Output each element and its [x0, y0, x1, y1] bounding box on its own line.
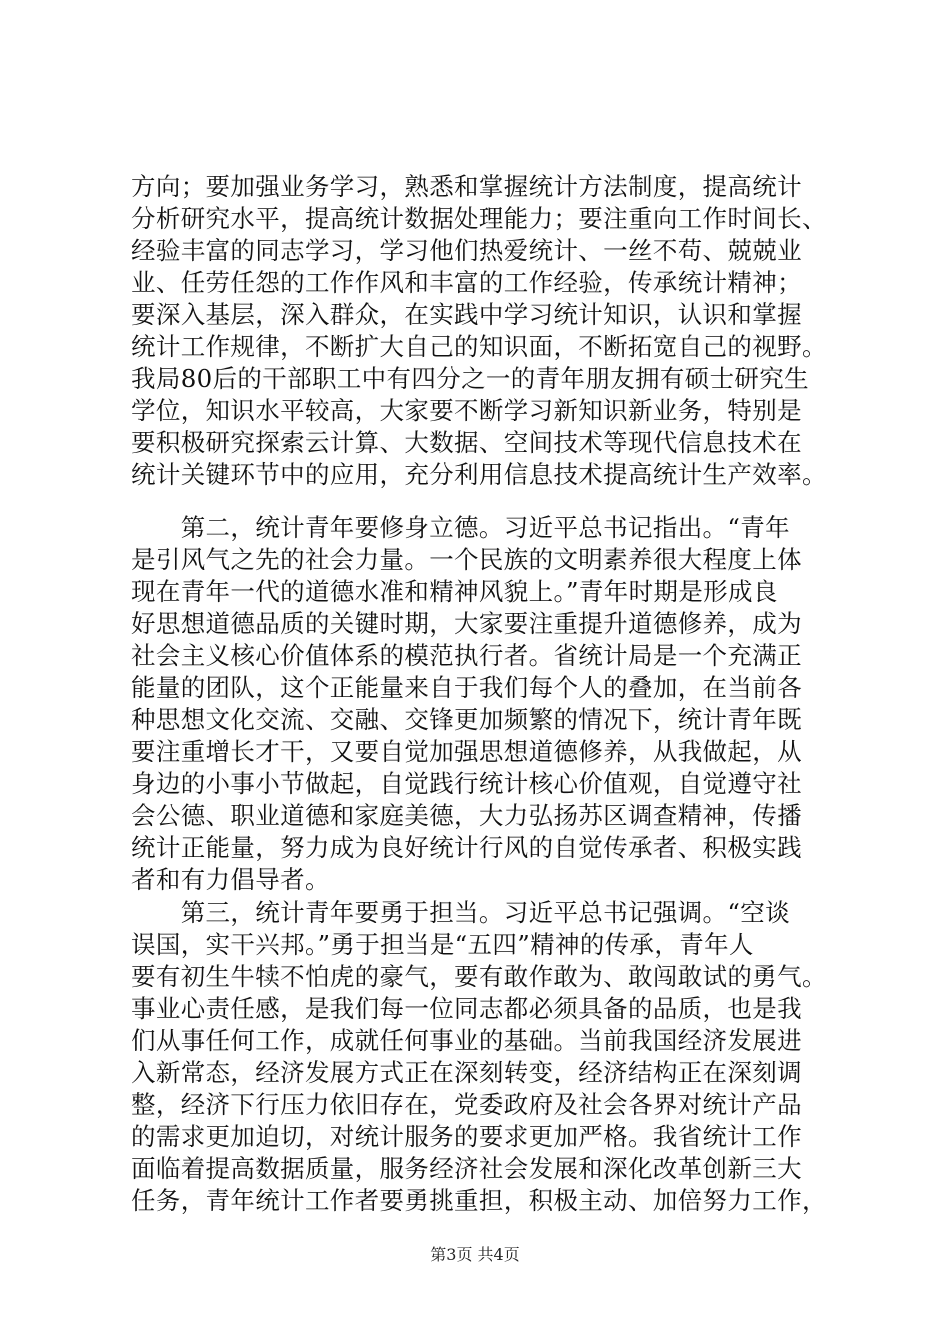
page-footer: 第3页 共4页 — [430, 1245, 520, 1264]
paragraph-2-line-2: 是引风气之先的社会力量。一个民族的文明素养很大程度上体 — [131, 545, 802, 574]
paragraph-2-line-10: 会公德、职业道德和家庭美德，大力弘扬苏区调查精神，传播 — [131, 801, 802, 830]
paragraph-2-line-9: 身边的小事小节做起，自觉践行统计核心价值观，自觉遵守社 — [131, 769, 802, 798]
paragraph-1-line-2: 分析研究水平，提高统计数据处理能力；要注重向工作时间长、 — [131, 204, 827, 233]
paragraph-3-line-7: 整，经济下行压力依旧存在，党委政府及社会各界对统计产品 — [131, 1090, 802, 1119]
paragraph-1-line-4: 业、任劳任怨的工作作风和丰富的工作经验，传承统计精神； — [131, 268, 802, 297]
paragraph-2-line-3: 现在青年一代的道德水准和精神风貌上。”青年时期是形成良 — [131, 577, 778, 606]
paragraph-3-line-1: 第三，统计青年要勇于担当。习近平总书记强调。“空谈 — [131, 898, 790, 927]
paragraph-2-line-4: 好思想道德品质的关键时期，大家要注重提升道德修养，成为 — [131, 609, 802, 638]
paragraph-2-line-7: 种思想文化交流、交融、交锋更加频繁的情况下，统计青年既 — [131, 705, 802, 734]
paragraph-3-line-2: 误国，实干兴邦。”勇于担当是“五四”精神的传承，青年人 — [131, 930, 754, 959]
paragraph-2-line-11: 统计正能量，努力成为良好统计行风的自觉传承者、积极实践 — [131, 833, 802, 862]
paragraph-3-line-9: 面临着提高数据质量，服务经济社会发展和深化改革创新三大 — [131, 1154, 802, 1183]
paragraph-2-line-12: 者和有力倡导者。 — [131, 865, 330, 894]
paragraph-2-line-6: 能量的团队，这个正能量来自于我们每个人的叠加，在当前各 — [131, 673, 802, 702]
paragraph-1-line-3: 经验丰富的同志学习，学习他们热爱统计、一丝不苟、兢兢业 — [131, 236, 802, 265]
paragraph-1-line-6: 统计工作规律，不断扩大自己的知识面，不断拓宽自己的视野。 — [131, 332, 827, 361]
paragraph-1-line-10: 统计关键环节中的应用，充分利用信息技术提高统计生产效率。 — [131, 460, 827, 489]
paragraph-3-line-8: 的需求更加迫切，对统计服务的要求更加严格。我省统计工作 — [131, 1122, 802, 1151]
paragraph-3-line-6: 入新常态，经济发展方式正在深刻转变，经济结构正在深刻调 — [131, 1058, 802, 1087]
paragraph-1-line-5: 要深入基层，深入群众，在实践中学习统计知识，认识和掌握 — [131, 300, 802, 329]
paragraph-3-line-10: 任务，青年统计工作者要勇挑重担，积极主动、加倍努力工作， — [131, 1186, 827, 1215]
paragraph-2-line-5: 社会主义核心价值体系的模范执行者。省统计局是一个充满正 — [131, 641, 802, 670]
paragraph-2-line-8: 要注重增长才干，又要自觉加强思想道德修养，从我做起，从 — [131, 737, 802, 766]
paragraph-3-line-4: 事业心责任感，是我们每一位同志都必须具备的品质，也是我 — [131, 994, 802, 1023]
paragraph-3-line-3: 要有初生牛犊不怕虎的豪气，要有敢作敢为、敢闯敢试的勇气。 — [131, 962, 827, 991]
paragraph-1-line-7: 我局80后的干部职工中有四分之一的青年朋友拥有硕士研究生 — [131, 364, 809, 393]
paragraph-2-line-1: 第二，统计青年要修身立德。习近平总书记指出。“青年 — [131, 513, 790, 542]
paragraph-1-line-9: 要积极研究探索云计算、大数据、空间技术等现代信息技术在 — [131, 428, 802, 457]
paragraph-1-line-8: 学位，知识水平较高，大家要不断学习新知识新业务，特别是 — [131, 396, 802, 425]
paragraph-3-line-5: 们从事任何工作，成就任何事业的基础。当前我国经济发展进 — [131, 1026, 802, 1055]
paragraph-1-line-1: 方向；要加强业务学习，熟悉和掌握统计方法制度，提高统计 — [131, 172, 802, 201]
